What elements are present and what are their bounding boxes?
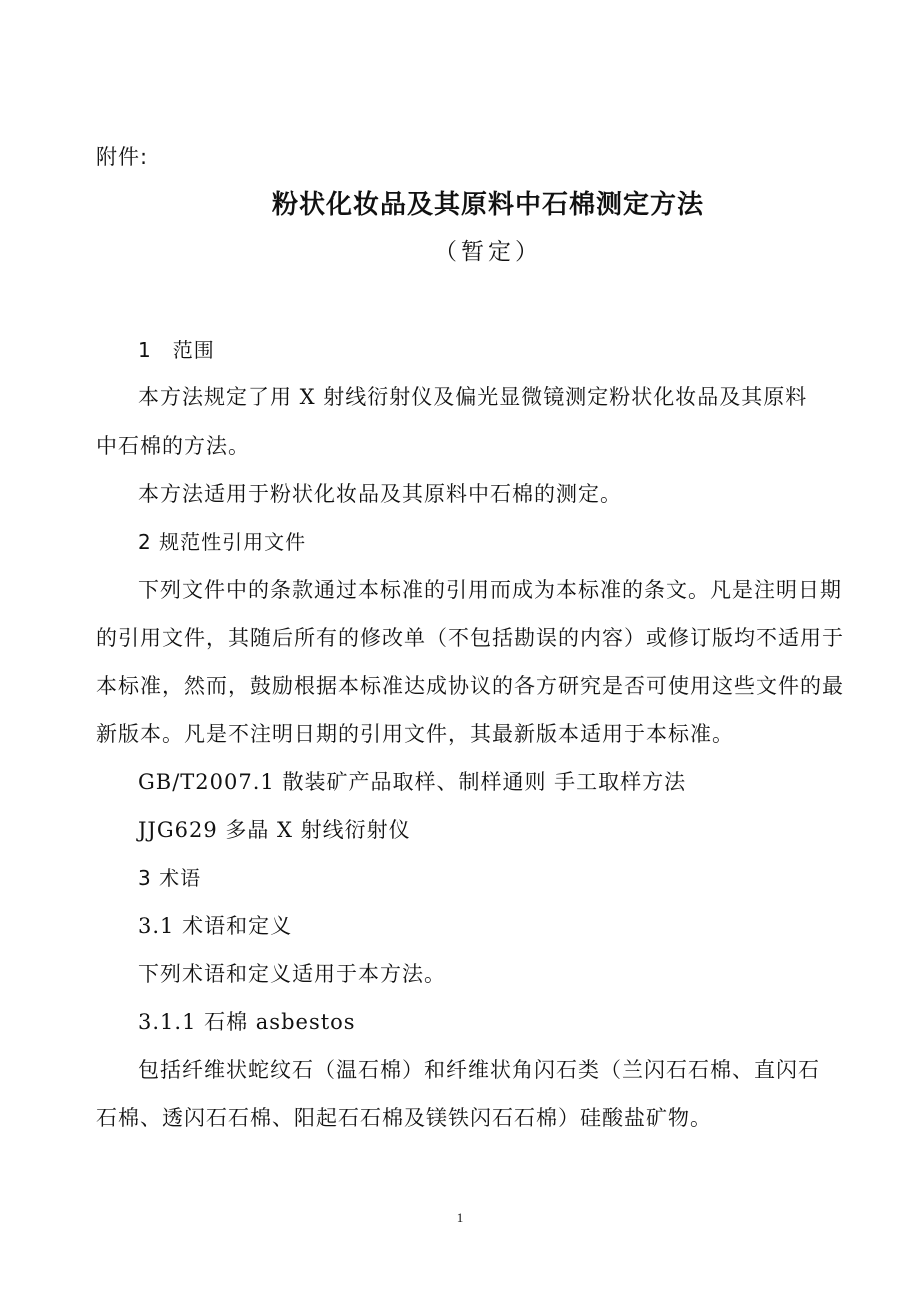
section-3-1-paragraph: 下列术语和定义适用于本方法。 (138, 962, 446, 986)
reference-gb-t2007: GB/T2007.1 散装矿产品取样、制样通则 手工取样方法 (138, 770, 687, 794)
document-subtitle: （暂定） (434, 239, 542, 265)
attachment-label: 附件: (96, 145, 149, 169)
section-2-heading: 2 规范性引用文件 (138, 530, 307, 554)
document-title: 粉状化妆品及其原料中石棉测定方法 (271, 190, 704, 220)
section-3-1-heading: 3.1 术语和定义 (138, 914, 293, 938)
section-3-heading: 3 术语 (138, 866, 202, 890)
reference-jjg629: JJG629 多晶 X 射线衍射仪 (138, 818, 411, 842)
section-2-paragraph-line-1: 下列文件中的条款通过本标准的引用而成为本标准的条文。凡是注明日期 (138, 578, 842, 602)
page-number: 1 (456, 1210, 464, 1225)
section-2-paragraph-line-3: 本标准，然而，鼓励根据本标准达成协议的各方研究是否可使用这些文件的最 (96, 674, 844, 698)
section-1-paragraph-2: 本方法适用于粉状化妆品及其原料中石棉的测定。 (138, 482, 622, 506)
section-2-paragraph-line-2: 的引用文件，其随后所有的修改单（不包括勘误的内容）或修订版均不适用于 (96, 626, 844, 650)
section-3-1-1-line-2: 石棉、透闪石石棉、阳起石石棉及镁铁闪石石棉）硅酸盐矿物。 (96, 1106, 712, 1130)
section-1-paragraph-1-line-2: 中石棉的方法。 (96, 434, 250, 458)
section-3-1-1-heading: 3.1.1 石棉 asbestos (138, 1010, 356, 1034)
section-3-1-1-line-1: 包括纤维状蛇纹石（温石棉）和纤维状角闪石类（兰闪石石棉、直闪石 (138, 1058, 820, 1082)
section-1-heading: 1 范围 (138, 338, 215, 362)
section-1-paragraph-1-line-1: 本方法规定了用 X 射线衍射仪及偏光显微镜测定粉状化妆品及其原料 (138, 385, 808, 409)
section-2-paragraph-line-4: 新版本。凡是不注明日期的引用文件，其最新版本适用于本标准。 (96, 722, 734, 746)
